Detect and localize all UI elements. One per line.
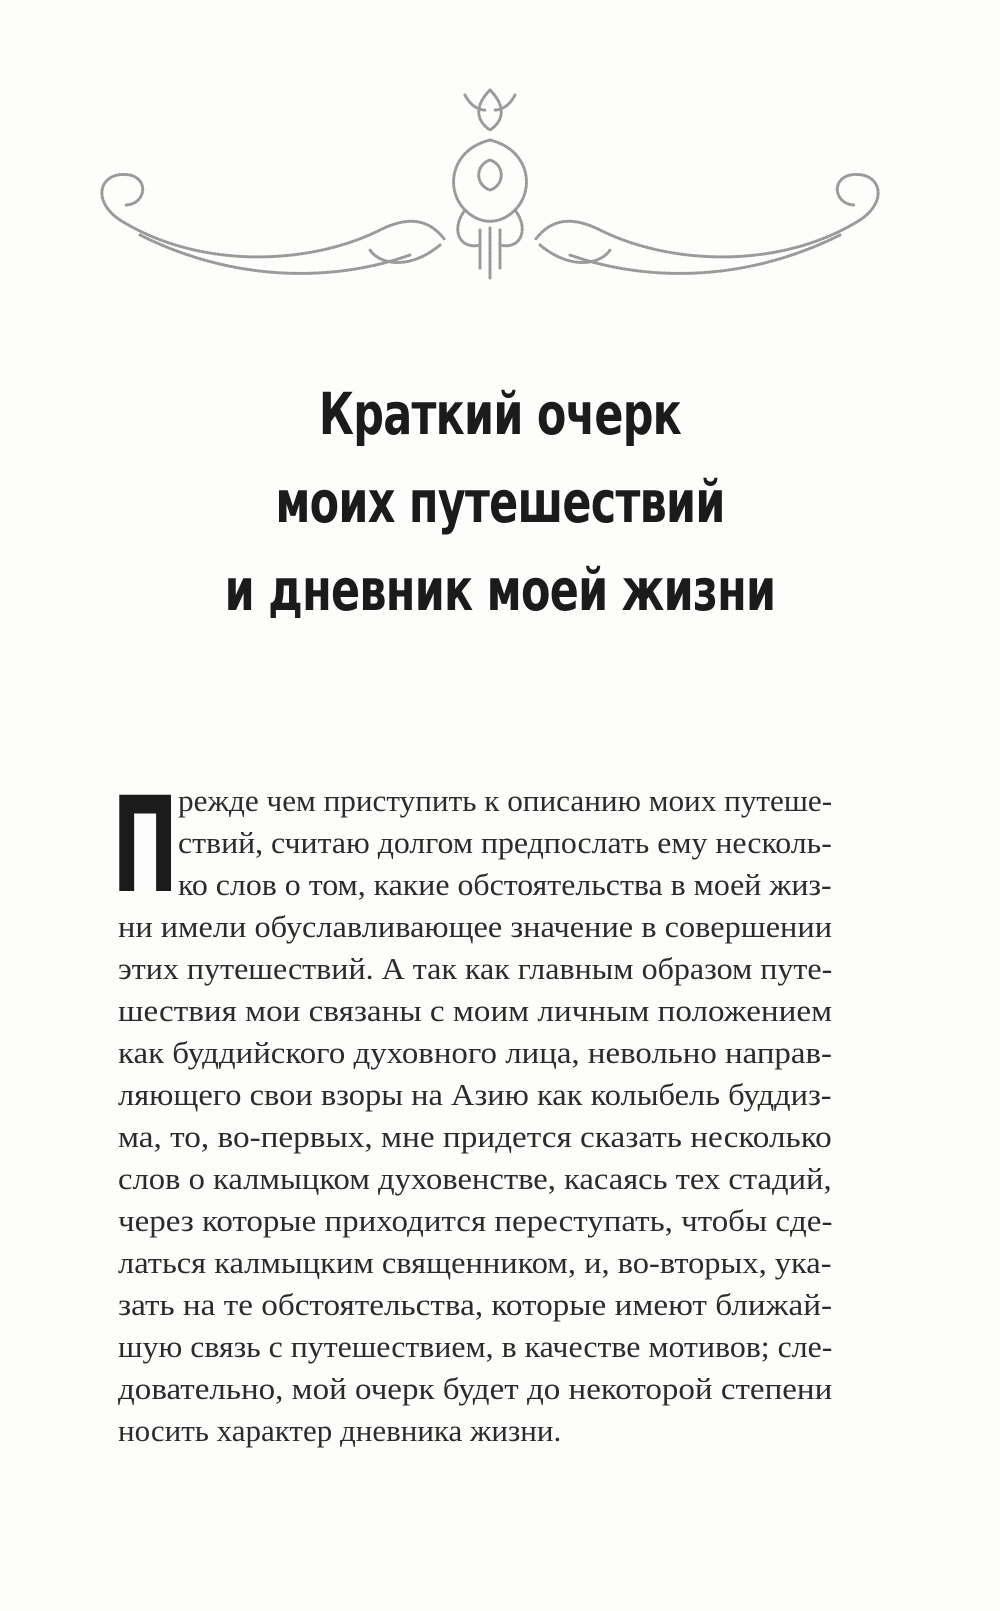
body-line-6: шествия мои связаны с моим личным положением: [118, 993, 833, 1028]
body-line-9: ма, то, во-первых, мне придется сказать несколько: [118, 1119, 832, 1154]
chapter-title-line-2: моих путешествий: [275, 468, 725, 536]
body-line-5: этих путешествий. А так как главным образом путе-: [118, 951, 833, 986]
body-line-1: режде чем приступить к описанию моих путеше-: [178, 783, 833, 818]
body-line-15: довательно, мой очерк будет до некоторой степени: [118, 1371, 833, 1406]
body-line-14: шую связь с путешествием, в качестве мотивов; сле-: [118, 1329, 833, 1364]
body-line-8: ляющего свои взоры на Азию как колыбель буддиз-: [118, 1077, 832, 1112]
body-line-10: слов о калмыцком духовенстве, касаясь тех стадий,: [118, 1161, 832, 1196]
body-line-13: зать на те обстоятельства, которые имеют ближай-: [118, 1287, 833, 1322]
chapter-title: [0, 370, 1000, 634]
body-line-16: носить характер дневника жизни.: [118, 1413, 562, 1448]
body-line-12: латься калмыцким священником, и, во-вторых, ука-: [118, 1245, 832, 1280]
chapter-title-line-3: и дневник моей жизни: [224, 556, 776, 624]
body-line-7: как буддийского духовного лица, невольно направ-: [118, 1035, 832, 1070]
drop-cap: П: [112, 769, 179, 923]
body-line-11: через которые приходится переступать, чтобы сде-: [118, 1203, 833, 1238]
chapter-title-line-1: Краткий очерк: [318, 380, 682, 448]
body-line-4: ни имели обуславливающее значение в совершении: [118, 909, 833, 944]
body-line-3: ко слов о том, какие обстоятельства в моей жиз-: [178, 867, 832, 902]
body-line-2: ствий, считаю долгом предпослать ему несколь-: [178, 825, 832, 860]
ornament-flourish: [80, 70, 900, 300]
